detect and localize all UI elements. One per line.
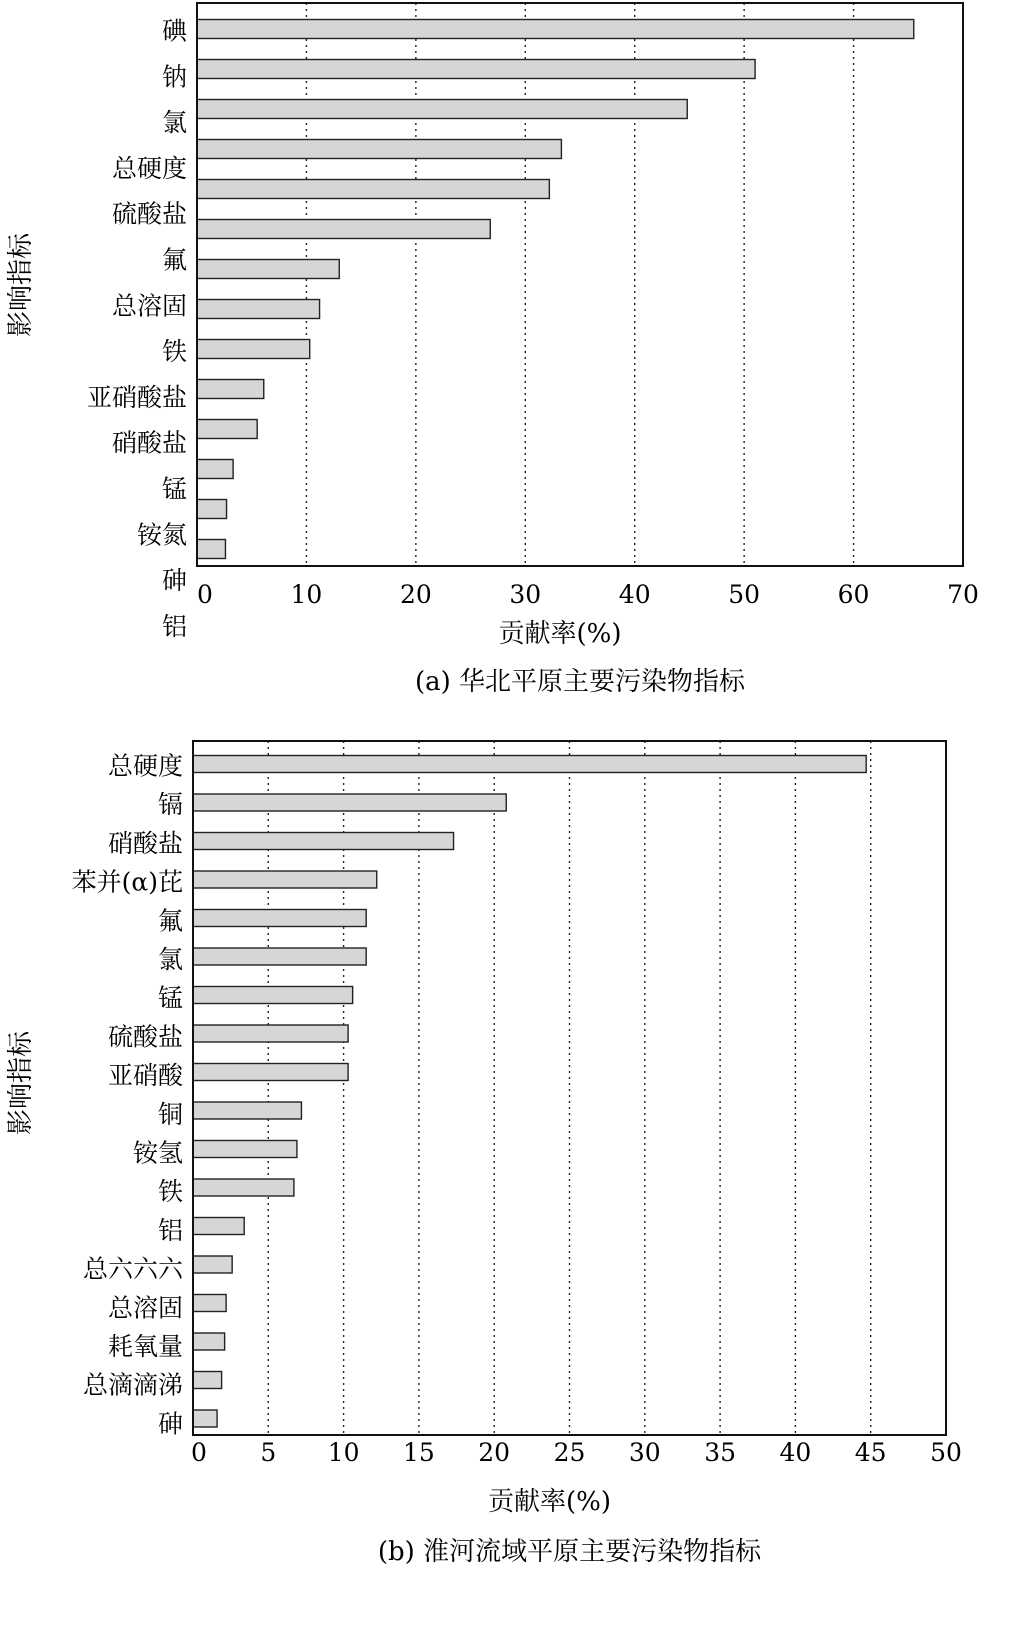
y-axis-title: 影响指标 (6, 1030, 36, 1136)
bar-硝酸盐 (193, 833, 454, 850)
chart-caption: (b) 淮河流域平原主要污染物指标 (377, 1537, 762, 1567)
category-label: 碘 (161, 16, 187, 46)
category-label: 硫酸盐 (111, 199, 187, 229)
category-label: 锰 (157, 983, 183, 1013)
category-label: 铵氮 (136, 520, 187, 550)
category-label: 砷 (157, 1409, 183, 1439)
x-tick-label: 35 (704, 1438, 737, 1467)
category-label: 耗氧量 (107, 1332, 183, 1361)
category-label: 总六六六 (82, 1254, 183, 1284)
bar-总溶固 (197, 260, 339, 279)
x-tick-label: 45 (854, 1438, 887, 1467)
category-label: 总硬度 (107, 751, 183, 781)
x-tick-label: 15 (402, 1438, 435, 1467)
bar-铝 (193, 1218, 244, 1235)
bar-总溶固 (193, 1295, 226, 1312)
bar-苯并(α)芘 (193, 871, 377, 888)
bar-亚硝酸 (193, 1064, 348, 1081)
bar-碘 (197, 20, 914, 39)
bar-铝 (197, 540, 225, 559)
bar-锰 (197, 420, 257, 439)
category-label: 硝酸盐 (111, 428, 187, 458)
bar-总硬度 (193, 756, 866, 773)
x-tick-label: 0 (197, 580, 213, 609)
x-tick-label: 70 (947, 580, 979, 609)
bar-铁 (197, 300, 320, 319)
category-label: 硫酸盐 (107, 1022, 183, 1052)
category-label: 氯 (157, 945, 183, 974)
bar-总滴滴涕 (193, 1372, 222, 1389)
y-axis-title: 影响指标 (6, 232, 36, 338)
x-axis-title: 贡献率(%) (498, 619, 622, 649)
bar-硝酸盐 (197, 380, 264, 399)
bar-锰 (193, 987, 353, 1004)
chart-panel-1 (6, 741, 962, 1567)
category-label: 硝酸盐 (107, 828, 183, 858)
category-label: 镉 (157, 790, 183, 820)
bar-砷 (197, 500, 227, 519)
category-label: 铵氢 (132, 1138, 183, 1168)
bar-铵氮 (197, 460, 233, 479)
bar-硫酸盐 (193, 1025, 348, 1042)
category-label: 总溶固 (107, 1293, 183, 1323)
bar-耗氧量 (193, 1333, 225, 1350)
bar-亚硝酸盐 (197, 340, 310, 359)
x-tick-label: 30 (509, 580, 542, 609)
x-tick-label: 60 (837, 580, 870, 609)
bar-铜 (193, 1102, 301, 1119)
category-label: 铜 (157, 1099, 183, 1129)
bar-铁 (193, 1179, 294, 1196)
category-label: 铁 (157, 1177, 183, 1207)
category-label: 总溶固 (111, 291, 187, 321)
category-label: 苯并(α)芘 (71, 867, 183, 897)
category-label: 氟 (161, 245, 187, 275)
x-tick-label: 40 (779, 1438, 812, 1467)
x-tick-label: 25 (553, 1438, 586, 1467)
chart-panel-0 (6, 3, 979, 697)
x-tick-label: 30 (628, 1438, 661, 1467)
x-tick-label: 40 (618, 580, 651, 609)
x-tick-label: 10 (327, 1438, 360, 1467)
bar-氯 (193, 948, 366, 965)
x-tick-label: 20 (478, 1438, 511, 1467)
category-label: 亚硝酸 (107, 1061, 183, 1091)
x-tick-label: 10 (290, 580, 323, 609)
bar-硫酸盐 (197, 180, 549, 199)
category-label: 氯 (161, 108, 187, 138)
bar-氯 (197, 100, 687, 119)
category-label: 钠 (161, 62, 187, 92)
bar-铵氢 (193, 1141, 297, 1158)
plot-frame (197, 3, 963, 566)
category-label: 铝 (161, 611, 187, 641)
x-tick-label: 0 (191, 1438, 207, 1467)
bar-总六六六 (193, 1256, 232, 1273)
category-label: 氟 (157, 906, 183, 936)
x-tick-label: 20 (399, 580, 432, 609)
category-label: 铝 (157, 1215, 183, 1245)
category-label: 锰 (161, 474, 187, 504)
x-tick-label: 50 (930, 1438, 962, 1467)
bar-氟 (193, 910, 366, 927)
bar-钠 (197, 60, 755, 79)
chart-caption: (a) 华北平原主要污染物指标 (414, 667, 746, 697)
category-label: 亚硝酸盐 (86, 382, 187, 412)
bar-氟 (197, 220, 490, 239)
category-label: 总滴滴涕 (82, 1370, 183, 1400)
category-label: 砷 (161, 566, 187, 596)
x-tick-label: 5 (260, 1438, 277, 1467)
category-label: 铁 (161, 337, 187, 367)
bar-砷 (193, 1410, 217, 1427)
x-axis-title: 贡献率(%) (488, 1487, 611, 1517)
bar-总硬度 (197, 140, 561, 159)
bar-镉 (193, 794, 506, 811)
category-label: 总硬度 (111, 153, 187, 183)
x-tick-label: 50 (728, 580, 761, 609)
